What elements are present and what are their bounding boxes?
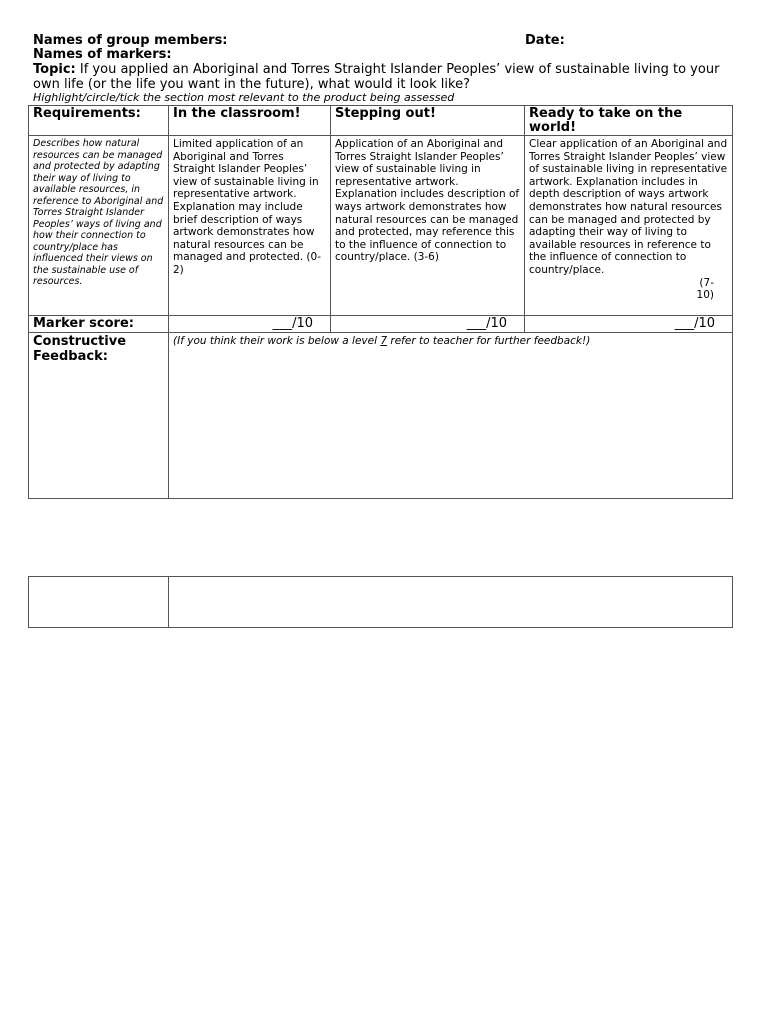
- header-ready-for-world: Ready to take on the world!: [525, 106, 733, 136]
- feedback-area: [169, 333, 733, 499]
- score-field-3: ___/10: [525, 316, 733, 333]
- feedback-note: (If you think their work is below a level 7 refer to teacher for further feedback!): [173, 335, 591, 347]
- blank-cell-left: [29, 577, 169, 628]
- topic-line-2: own life (or the life you want in the future), what would it look like?: [33, 77, 470, 92]
- markers-label: Names of markers:: [33, 47, 172, 62]
- header-requirements: Requirements:: [29, 106, 169, 136]
- instruction-note: Highlight/circle/tick the section most relevant to the product being assessed: [33, 91, 455, 104]
- score-field-2: ___/10: [331, 316, 525, 333]
- score-field-1: ___/10: [169, 316, 331, 333]
- level-3-range-a: (7-: [699, 276, 714, 289]
- assessment-rubric: [28, 105, 733, 499]
- marker-score-label: Marker score:: [29, 316, 169, 333]
- blank-cell-right: [169, 577, 733, 628]
- group-members-label: Names of group members:: [33, 33, 228, 48]
- date-label: Date:: [525, 33, 565, 48]
- header-stepping-out: Stepping out!: [331, 106, 525, 136]
- topic-line-1: Topic: If you applied an Aboriginal and Torres Straight Islander Peoples’ view of sustainable living to your: [33, 62, 720, 77]
- feedback-label: Constructive Feedback:: [29, 333, 169, 499]
- level-1-description: Limited application of an Aboriginal and Torres Straight Islander Peoples’ view of sustainable living in representative artwork. Explanation may include brief description of ways artwork demonstrates how natural resources can be managed and protected. (0-2): [169, 136, 331, 316]
- requirement-description: Describes how natural resources can be managed and protected by adapting their way of living to available resources, in reference to Aboriginal and Torres Straight Islander Peoples’ ways of living and how their connection to country/place has influenced their views on the sustainable use of resources.: [29, 136, 169, 316]
- blank-table: [28, 576, 733, 628]
- header-in-the-classroom: In the classroom!: [169, 106, 331, 136]
- level-3-range-b: 10): [696, 289, 714, 302]
- level-3-description: Clear application of an Aboriginal and Torres Straight Islander Peoples’ view of sustainable living in representative artwork. Explanation includes in depth description of ways artwork demonstrates how natural resources can be managed and protected by adapting their way of living to available resources in reference to the influence of connection to country/place. (7- 10): [525, 136, 733, 316]
- level-2-description: Application of an Aboriginal and Torres Straight Islander Peoples’ view of sustainable living in representative artwork. Explanation includes description of ways artwork demonstrates how natural resources can be managed and protected, may reference this to the influence of connection to country/place. (3-6): [331, 136, 525, 316]
